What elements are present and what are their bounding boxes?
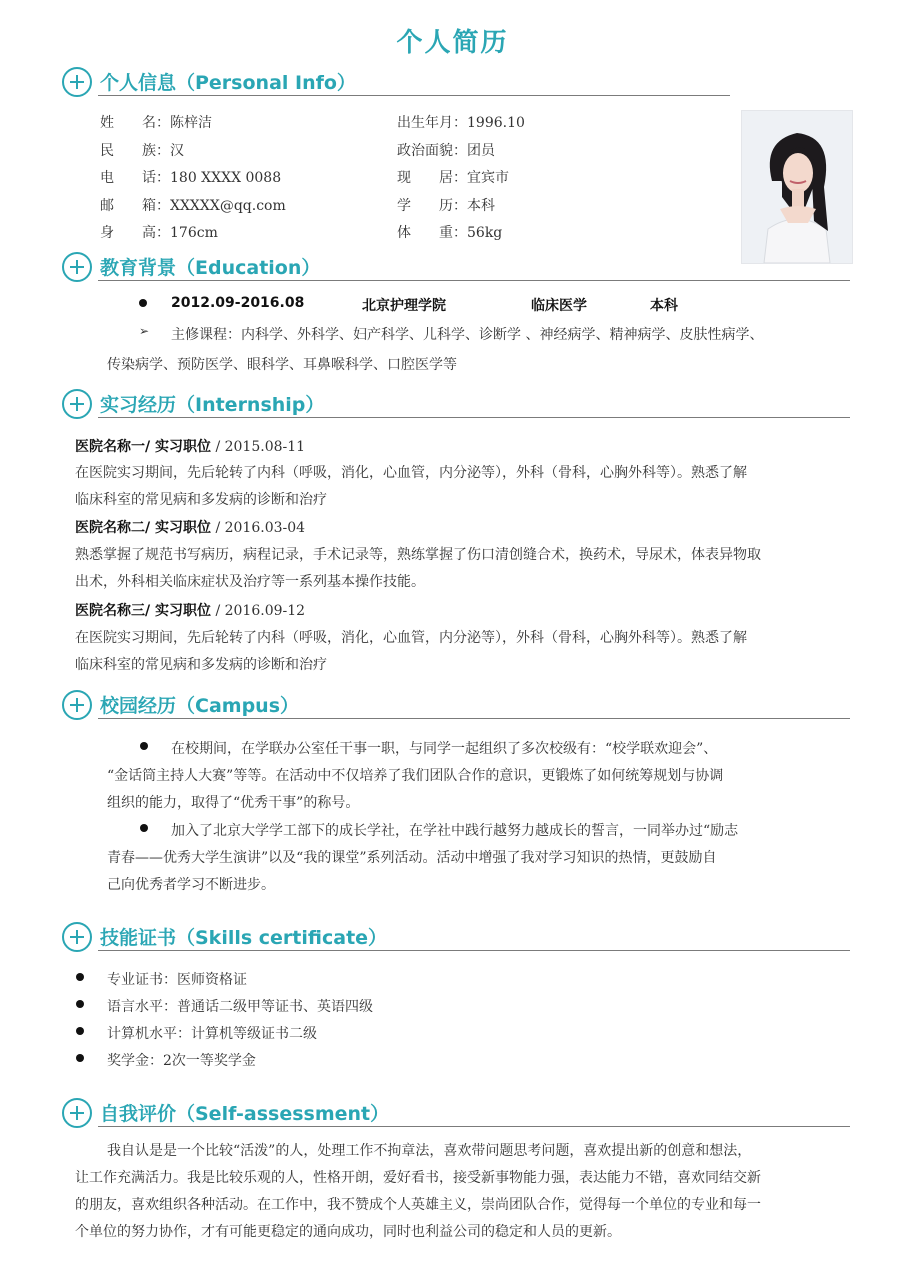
weight-label: 体 重： [397,225,467,241]
name-label: 姓 名： [100,115,170,131]
bullet-icon [76,1027,84,1035]
ethnic-label: 民 族： [100,143,170,159]
bullet-icon [140,742,148,750]
weight-value: 56kg [467,225,503,241]
section-divider [98,950,850,951]
bullet-icon [76,1054,84,1062]
ethnic-value: 汉 [170,143,184,159]
phone-row [100,167,281,187]
political-label: 政治面貌： [397,143,467,159]
phone-value: 180 XXXX 0088 [170,170,282,186]
residence-row [397,167,509,187]
section-title: 个人信息（Personal Info） [100,72,356,94]
resume-title: 个人简历 [396,28,509,58]
political-row [397,140,495,160]
edu-period: 2012.09-2016.08 [171,295,305,311]
email-label: 邮 箱： [100,198,170,214]
section-title: 校园经历（Campus） [100,695,299,717]
degree-row [397,195,495,215]
skill-item: 专业证书：医师资格证 [107,972,247,988]
name-row [100,112,212,132]
internship-heading-3 [75,600,305,620]
height-row [100,222,218,242]
section-divider [98,280,850,281]
skill-item: 计算机水平：计算机等级证书二级 [107,1026,317,1042]
internship-desc-3b: 临床科室的常见病和多发病的诊断和治疗 [75,657,327,673]
internship-desc-3a: 在医院实习期间，先后轮转了内科（呼吸，消化，心血管，内分泌等），外科（骨科，心胸外科等）。熟悉了解 [75,630,747,646]
ethnic-row [100,140,184,160]
birth-row [397,112,525,132]
plus-circle-icon [62,252,92,282]
skill-item: 奖学金：2次一等奖学金 [107,1053,256,1069]
weight-row [397,222,502,242]
internship-title: 医院名称三/ 实习职位 [75,603,211,619]
edu-major: 临床医学 [531,298,587,314]
edu-level: 本科 [650,298,678,314]
edu-courses-line1: 主修课程：内科学、外科学、妇产科学、儿科学、诊断学 、神经病学、精神病学、皮肤性病学、 [171,327,764,343]
edu-school: 北京护理学院 [362,298,446,314]
internship-title: 医院名称二/ 实习职位 [75,520,211,536]
section-title: 实习经历（Internship） [100,394,325,416]
internship-date: / 2016.09-12 [211,603,306,619]
profile-photo [741,110,853,264]
internship-date: / 2016.03-04 [211,520,306,536]
political-value: 团员 [467,143,495,159]
plus-circle-icon [62,389,92,419]
campus-1-line3: 组织的能力，取得了“优秀干事”的称号。 [107,795,360,811]
internship-desc-1b: 临床科室的常见病和多发病的诊断和治疗 [75,492,327,508]
residence-label: 现 居： [397,170,467,186]
internship-heading-1 [75,436,305,456]
internship-date: / 2015.08-11 [211,439,306,455]
email-row [100,195,286,215]
birth-value: 1996.10 [467,115,525,131]
campus-2-line2: 青春——优秀大学生演讲”以及“我的课堂”系列活动。活动中增强了我对学习知识的热情，更鼓励自 [107,850,717,866]
bullet-icon [76,973,84,981]
self-assessment-line2: 让工作充满活力。我是比较乐观的人，性格开朗，爱好看书，接受新事物能力强，表达能力不错，喜欢同结交新 [75,1170,761,1186]
plus-circle-icon [62,67,92,97]
height-value: 176cm [170,225,218,241]
degree-value: 本科 [467,198,495,214]
bullet-icon [140,824,148,832]
degree-label: 学 历： [397,198,467,214]
campus-2-line1: 加入了北京大学学工部下的成长学社，在学社中践行越努力越成长的誓言，一同举办过“励志 [171,823,739,839]
residence-value: 宜宾市 [467,170,509,186]
name-value: 陈梓洁 [170,115,212,131]
section-divider [98,417,850,418]
plus-circle-icon [62,1098,92,1128]
internship-desc-2b: 出术，外科相关临床症状及治疗等一系列基本操作技能。 [75,574,425,590]
phone-label: 电 话： [100,170,170,186]
portrait-illustration [742,111,852,263]
bullet-icon [76,1000,84,1008]
arrow-bullet-icon: ➢ [139,324,150,338]
campus-1-line2: “金话筒主持人大赛”等等。在活动中不仅培养了我们团队合作的意识，更锻炼了如何统筹规划与协调 [107,768,724,784]
section-title: 技能证书（Skills certificate） [100,927,388,949]
height-label: 身 高： [100,225,170,241]
internship-desc-2a: 熟悉掌握了规范书写病历，病程记录，手术记录等，熟练掌握了伤口清创缝合术，换药术，导尿术，体表异物取 [75,547,761,563]
section-divider [98,1126,850,1127]
skill-item: 语言水平：普通话二级甲等证书、英语四级 [107,999,373,1015]
email-value: XXXXX@qq.com [170,198,286,214]
bullet-icon [139,299,147,307]
internship-title: 医院名称一/ 实习职位 [75,439,211,455]
campus-1-line1: 在校期间，在学联办公室任干事一职，与同学一起组织了多次校级有：“校学联欢迎会”、 [171,741,718,757]
section-divider [98,718,850,719]
internship-desc-1a: 在医院实习期间，先后轮转了内科（呼吸，消化，心血管，内分泌等），外科（骨科，心胸外科等）。熟悉了解 [75,465,747,481]
section-divider [98,95,730,96]
section-title: 自我评价（Self-assessment） [100,1103,390,1125]
plus-circle-icon [62,922,92,952]
edu-courses-line2: 传染病学、预防医学、眼科学、耳鼻喉科学、口腔医学等 [107,357,457,373]
campus-2-line3: 己向优秀者学习不断进步。 [107,877,275,893]
section-title: 教育背景（Education） [100,257,321,279]
self-assessment-line1: 我自认是是一个比较“活泼”的人，处理工作不拘章法，喜欢带问题思考问题，喜欢提出新的创意和想法， [107,1143,752,1159]
self-assessment-line4: 个单位的努力协作，才有可能更稳定的通向成功，同时也利益公司的稳定和人员的更新。 [75,1224,621,1240]
plus-circle-icon [62,690,92,720]
internship-heading-2 [75,517,305,537]
birth-label: 出生年月： [397,115,467,131]
self-assessment-line3: 的朋友，喜欢组织各种活动。在工作中，我不赞成个人英雄主义，崇尚团队合作，觉得每一个单位的专业和每一 [75,1197,761,1213]
